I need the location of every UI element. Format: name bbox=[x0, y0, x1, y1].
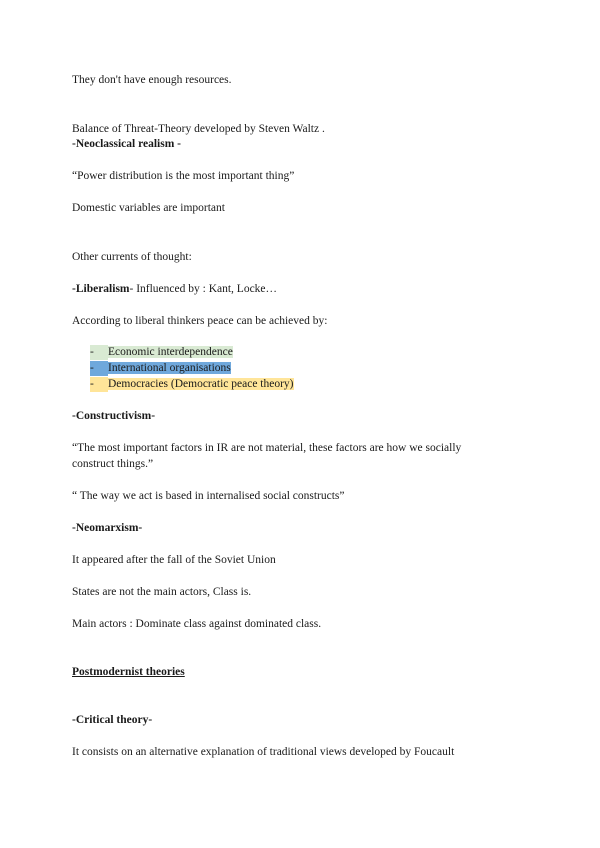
text-line-domestic-variables: Domestic variables are important bbox=[72, 202, 225, 214]
heading-neoclassical-realism: -Neoclassical realism - bbox=[72, 138, 182, 150]
list-item-text: International organisations bbox=[108, 362, 231, 374]
list-dash: - bbox=[90, 361, 108, 376]
text-line-main-actors: Main actors : Dominate class against dominated class. bbox=[72, 618, 322, 630]
quote-ir-factors-1: “The most important factors in IR are not material, these factors are how we socially bbox=[72, 442, 462, 454]
heading-neomarxism: -Neomarxism- bbox=[72, 522, 143, 534]
text-line-other-currents: Other currents of thought: bbox=[72, 251, 192, 263]
text-line-soviet-union: It appeared after the fall of the Soviet Union bbox=[72, 554, 276, 566]
liberalism-influences: - Influenced by : Kant, Locke… bbox=[129, 283, 278, 295]
heading-constructivism: -Constructivism- bbox=[72, 410, 156, 422]
text-line-resources: They don't have enough resources. bbox=[72, 74, 232, 86]
heading-critical-theory: -Critical theory- bbox=[72, 714, 153, 726]
quote-ir-factors-2: construct things.” bbox=[72, 458, 154, 470]
heading-postmodernist-theories: Postmodernist theories bbox=[72, 666, 185, 678]
text-line-liberal-peace: According to liberal thinkers peace can be achieved by: bbox=[72, 315, 328, 327]
quote-social-constructs: “ The way we act is based in internalised social constructs” bbox=[72, 490, 345, 502]
text-line-states-class: States are not the main actors, Class is. bbox=[72, 586, 252, 598]
list-dash: - bbox=[90, 345, 108, 360]
liberalism-line bbox=[72, 282, 277, 297]
list-item-text: Democracies (Democratic bbox=[108, 378, 232, 390]
heading-liberalism: -Liberalism bbox=[72, 283, 130, 295]
list-item bbox=[90, 377, 294, 392]
list-item bbox=[90, 345, 233, 360]
text-line-balance-of-threat: Balance of Threat-Theory developed by Steven Waltz . bbox=[72, 123, 325, 135]
list-item bbox=[90, 361, 231, 376]
list-item-text: Economic interdependence bbox=[108, 346, 233, 358]
list-item-text-highlight: peace theory) bbox=[231, 378, 294, 390]
text-line-foucault: It consists on an alternative explanation of traditional views developed by Foucault bbox=[72, 746, 455, 758]
quote-power-distribution: “Power distribution is the most important thing” bbox=[72, 170, 295, 182]
list-dash: - bbox=[90, 377, 108, 392]
